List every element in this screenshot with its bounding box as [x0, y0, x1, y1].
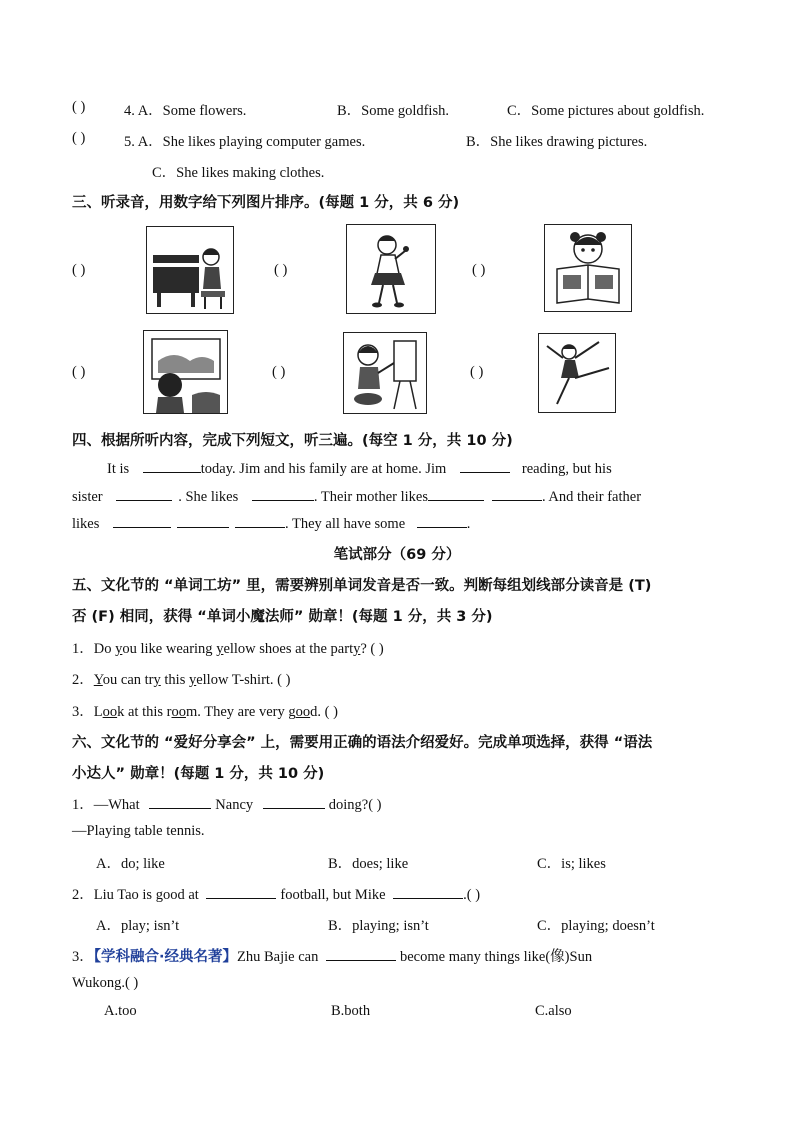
section5-heading: 五、文化节的 “单词工坊” 里，需要辨别单词发音是否一致。判断每组划线部分读音是 (T) [72, 578, 652, 594]
question-text: Nancy [215, 797, 254, 813]
question-text: L [93, 704, 103, 720]
q5-option-a: 5. A．She likes playing computer games. [124, 134, 366, 150]
question-text: ou like wearing [122, 641, 217, 657]
question-text: ou can tr [102, 672, 154, 688]
passage-text: It is [107, 461, 130, 477]
option-b[interactable]: B．playing; isn’t [328, 918, 429, 934]
question-text: ellow shoes at the part [223, 641, 354, 657]
answer-paren[interactable]: d. ( ) [310, 704, 338, 720]
question-6-3 [72, 945, 592, 966]
question-text: become many things like(像)Sun [399, 949, 593, 965]
passage-line-3 [72, 515, 470, 533]
girl-reading-book-picture [544, 224, 632, 312]
passage-text: sister [72, 489, 103, 505]
q4-option-c: C．Some pictures about goldfish. [507, 103, 705, 119]
answer-paren[interactable]: ( ) [274, 262, 288, 278]
option-c[interactable]: C.also [535, 1003, 572, 1019]
question-text: 1．—What [72, 797, 140, 813]
fill-blank[interactable] [149, 796, 211, 809]
question-text: k at this r [117, 704, 172, 720]
section6-heading: 六、文化节的 “爱好分享会” 上，需要用正确的语法介绍爱好。完成单项选择，获得 “语法 [72, 735, 653, 751]
section3-heading: 三、听录音，用数字给下列图片排序。(每题 1 分，共 6 分) [72, 195, 460, 211]
passage-text: . Their mother likes [313, 489, 428, 505]
answer-paren[interactable]: ( ) [72, 364, 86, 380]
passage-line-2 [72, 488, 641, 506]
fill-blank[interactable] [393, 886, 463, 899]
answer-paren[interactable]: ( ) [470, 364, 484, 380]
passage-text: today. Jim and his family are at home. Jim [200, 461, 447, 477]
q5-option-c: C．She likes making clothes. [152, 165, 325, 181]
underlined-part: oo [171, 704, 186, 720]
underlined-part: oo [102, 704, 118, 720]
answer-text: —Playing table tennis. [72, 823, 205, 839]
q5-option-b: B．She likes drawing pictures. [466, 134, 648, 150]
passage-text: reading, but his [521, 461, 612, 477]
section6-heading-cont: 小达人” 勋章！(每题 1 分，共 10 分) [72, 766, 325, 782]
answer-paren[interactable]: ( ) [72, 262, 86, 278]
question-number: 2． [72, 672, 94, 688]
girl-dancing-picture [538, 333, 616, 413]
underlined-part: y [115, 641, 123, 657]
answer-paren[interactable]: ( ) [72, 99, 86, 115]
underlined-part: y [153, 672, 161, 688]
question-5-1 [72, 637, 384, 658]
answer-paren[interactable]: ellow T-shirt. ( ) [196, 672, 291, 688]
fill-blank[interactable] [143, 460, 201, 473]
question-text: m. They are very g [185, 704, 296, 720]
fill-blank[interactable] [326, 948, 396, 961]
q4-option-a: 4. A．Some flowers. [124, 103, 247, 119]
question-text: this [160, 672, 189, 688]
fill-blank[interactable] [460, 460, 510, 473]
option-b[interactable]: B．does; like [328, 856, 409, 872]
girl-playing-piano-picture [146, 226, 234, 314]
q4-option-b: B．Some goldfish. [337, 103, 449, 119]
option-b[interactable]: B.both [331, 1003, 371, 1019]
question-number: 3． [72, 949, 94, 965]
answer-paren[interactable]: ( ) [472, 262, 486, 278]
option-a[interactable]: A.too [104, 1003, 137, 1019]
passage-text: . [466, 516, 471, 532]
underlined-part: oo [295, 704, 311, 720]
question-text: football, but Mike [280, 887, 386, 903]
fill-blank[interactable] [428, 488, 484, 501]
fill-blank[interactable] [177, 515, 229, 528]
subject-tag: 【学科融合·经典名著】 [93, 949, 238, 965]
boy-drawing-picture [343, 332, 427, 414]
answer-paren[interactable]: .( ) [463, 887, 481, 903]
answer-paren[interactable]: doing?( ) [328, 797, 382, 813]
passage-text: . They all have some [285, 516, 406, 532]
underlined-part: y [353, 641, 361, 657]
fill-blank[interactable] [113, 515, 171, 528]
option-a[interactable]: A．play; isn’t [96, 918, 180, 934]
question-6-2 [72, 883, 480, 904]
option-a[interactable]: A．do; like [96, 856, 165, 872]
question-number: 3． [72, 704, 94, 720]
fill-blank[interactable] [417, 515, 467, 528]
underlined-part: Y [93, 672, 103, 688]
written-part-title: 笔试部分（69 分） [333, 547, 461, 563]
answer-paren[interactable]: Wukong.( ) [72, 975, 139, 991]
question-text: Zhu Bajie can [237, 949, 319, 965]
fill-blank[interactable] [252, 488, 314, 501]
girl-singing-picture [346, 224, 436, 314]
fill-blank[interactable] [263, 796, 325, 809]
passage-line-1 [107, 460, 612, 478]
question-5-3 [72, 700, 338, 721]
answer-paren[interactable]: ? ( ) [360, 641, 384, 657]
fill-blank[interactable] [206, 886, 276, 899]
option-c[interactable]: C．playing; doesn’t [537, 918, 655, 934]
question-text: Do [93, 641, 116, 657]
fill-blank[interactable] [116, 488, 172, 501]
question-6-1 [72, 793, 382, 814]
fill-blank[interactable] [235, 515, 285, 528]
answer-paren[interactable]: ( ) [72, 130, 86, 146]
passage-text: likes [72, 516, 100, 532]
section5-heading-cont: 否 (F) 相同，获得 “单词小魔法师” 勋章！(每题 1 分，共 3 分) [72, 609, 493, 625]
girl-watching-film-picture [143, 330, 228, 414]
fill-blank[interactable] [492, 488, 542, 501]
underlined-part: y [216, 641, 224, 657]
answer-paren[interactable]: ( ) [272, 364, 286, 380]
passage-text: . She likes [178, 489, 239, 505]
underlined-part: y [188, 672, 197, 688]
section4-heading: 四、根据所听内容，完成下列短文，听三遍。(每空 1 分，共 10 分) [72, 433, 513, 449]
question-5-2 [72, 668, 290, 689]
option-c[interactable]: C．is; likes [537, 856, 606, 872]
question-text: 2．Liu Tao is good at [72, 887, 199, 903]
passage-text: . And their father [541, 489, 642, 505]
question-number: 1． [72, 641, 94, 657]
